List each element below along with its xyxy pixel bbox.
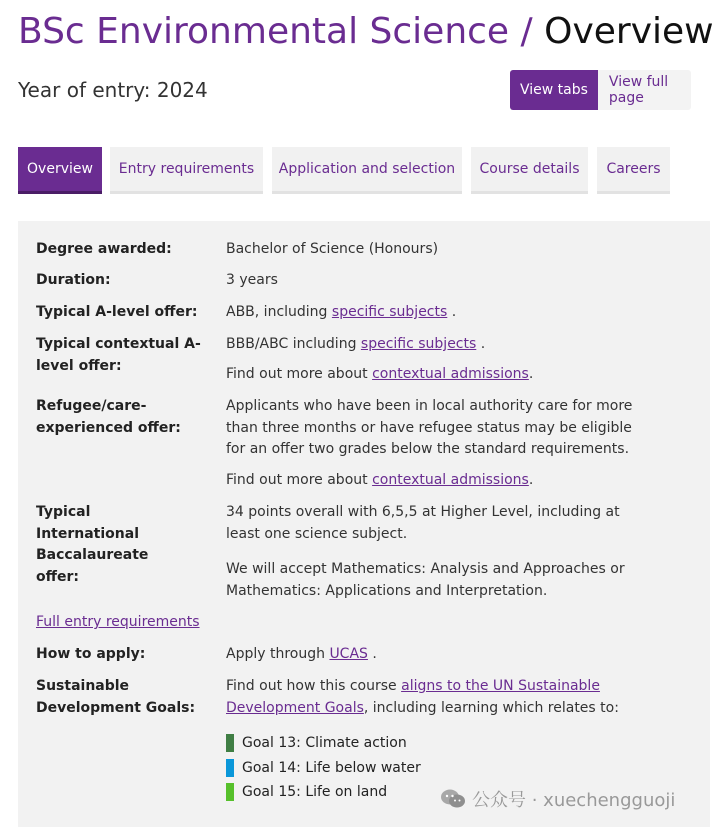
page-title	[18, 10, 714, 54]
ib-value: 34 points overall with 6,5,5 at Higher Level, including at least one science subject.	[226, 504, 620, 542]
breadcrumb-course-link[interactable]: BSc Environmental Science	[18, 11, 510, 52]
alevel-value	[226, 302, 646, 324]
apply-value	[226, 644, 646, 666]
year-of-entry: Year of entry: 2024	[18, 78, 208, 102]
watermark	[440, 786, 675, 812]
view-toggle	[510, 70, 691, 110]
degree-label: Degree awarded:	[36, 241, 172, 257]
sdg-value	[226, 676, 626, 719]
view-tabs-button[interactable]: View tabs	[510, 70, 598, 110]
alevel-prefix: ABB, including	[226, 304, 332, 320]
contextual-value	[226, 334, 646, 356]
apply-prefix: Apply through	[226, 646, 330, 662]
refugee-value: Applicants who have been in local authority care for more than three months or have refugee status may be eligible for an offer two grades below the standard requirements.	[226, 398, 633, 457]
alevel-specific-subjects-link[interactable]: specific subjects	[331, 304, 448, 320]
refugee-contextual-admissions-link[interactable]: contextual admissions	[372, 472, 529, 488]
goal-item	[226, 758, 421, 778]
tab-course-details[interactable]: Course details	[471, 147, 588, 194]
contextual-suffix: .	[476, 336, 486, 352]
contextual-more-suffix: .	[528, 366, 534, 382]
goal-item	[226, 782, 387, 802]
refugee-label: Refugee/care-experienced offer:	[36, 398, 181, 436]
refugee-more	[226, 470, 646, 492]
alevel-suffix: .	[447, 304, 457, 320]
tab-overview[interactable]: Overview	[18, 147, 102, 194]
goal-14-swatch	[226, 759, 234, 777]
goal-15-label: Goal 15: Life on land	[242, 784, 388, 800]
ib-value-2: We will accept Mathematics: Analysis and Approaches or Mathematics: Applications and Interpretation.	[226, 561, 625, 599]
full-entry-requirements-link[interactable]: Full entry requirements	[36, 614, 200, 630]
full-entry-requirements-row	[36, 612, 336, 634]
contextual-admissions-link[interactable]: contextual admissions	[372, 366, 529, 382]
tab-application-and-selection[interactable]: Application and selection	[272, 147, 462, 194]
alevel-label: Typical A-level offer:	[36, 304, 198, 320]
degree-value: Bachelor of Science (Honours)	[226, 241, 439, 257]
contextual-more-prefix: Find out more about	[226, 366, 373, 382]
goal-15-swatch	[226, 783, 234, 801]
contextual-specific-subjects-link[interactable]: specific subjects	[360, 336, 477, 352]
goal-item	[226, 733, 407, 753]
breadcrumb-current: Overview	[544, 11, 714, 52]
wechat-icon	[440, 788, 466, 810]
contextual-prefix: BBB/ABC including	[226, 336, 361, 352]
refugee-more-suffix: .	[528, 472, 534, 488]
contextual-label: Typical contextual A-level offer:	[36, 336, 201, 374]
duration-value: 3 years	[226, 272, 278, 288]
sdg-prefix: Find out how this course	[226, 678, 402, 694]
sdg-link[interactable]: aligns to the UN Sustainable Development Goals	[226, 678, 600, 716]
goal-14-label: Goal 14: Life below water	[242, 760, 421, 776]
breadcrumb-separator: /	[520, 11, 533, 52]
tab-entry-requirements[interactable]: Entry requirements	[110, 147, 263, 194]
watermark-text: 公众号 · xuechengguoji	[472, 790, 676, 811]
sdg-label: Sustainable Development Goals:	[36, 678, 196, 716]
tab-careers[interactable]: Careers	[597, 147, 670, 194]
duration-label: Duration:	[36, 272, 111, 288]
ucas-link[interactable]: UCAS	[329, 646, 368, 662]
refugee-more-prefix: Find out more about	[226, 472, 373, 488]
view-full-page-button[interactable]: View full page	[598, 70, 691, 110]
ib-label: Typical International Baccalaureate offer:	[36, 504, 149, 585]
goal-13-label: Goal 13: Climate action	[242, 735, 407, 751]
goal-13-swatch	[226, 734, 234, 752]
apply-suffix: .	[367, 646, 377, 662]
sdg-suffix: , including learning which relates to:	[363, 699, 619, 716]
apply-label: How to apply:	[36, 646, 146, 662]
overview-panel	[18, 221, 710, 827]
contextual-more	[226, 364, 646, 386]
